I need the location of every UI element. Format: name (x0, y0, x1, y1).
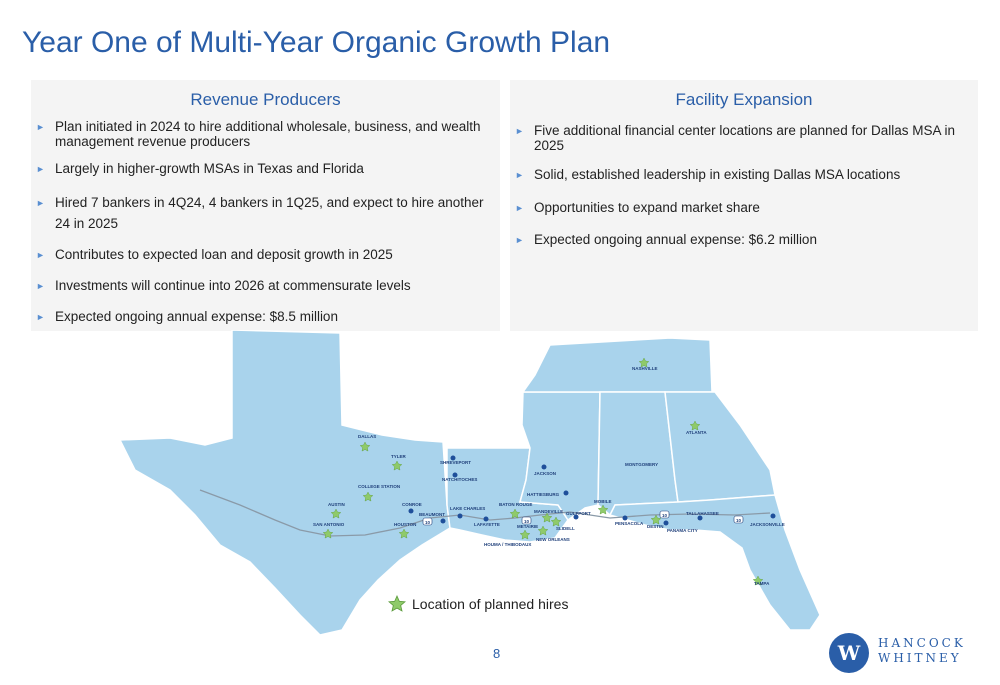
list-item (515, 167, 966, 182)
bullet-text: Five additional financial center locations are planned for Dallas MSA in 2025 (534, 123, 955, 153)
facility-expansion-heading: Facility Expansion (675, 90, 813, 109)
arrow-bullet-icon: ► (515, 235, 524, 245)
bullet-text: Expected ongoing annual expense: $8.5 million (55, 309, 338, 324)
map-dot (484, 517, 489, 522)
bullet-text: Investments will continue into 2026 at commensurate levels (55, 278, 411, 293)
tennessee-region (523, 338, 712, 392)
mississippi-region (520, 392, 600, 520)
svg-text:10: 10 (425, 520, 431, 525)
arrow-bullet-icon: ► (36, 312, 45, 322)
city-label: LAFAYETTE (474, 522, 500, 527)
bullet-text: Expected ongoing annual expense: $6.2 million (534, 232, 817, 247)
list-item (515, 123, 966, 153)
city-label: SLIDELL (556, 526, 575, 531)
hancock-whitney-logo (828, 632, 978, 672)
city-label: DALLAS (358, 434, 377, 439)
city-label: BATON ROUGE (499, 502, 533, 507)
bullet-text: Contributes to expected loan and deposit growth in 2025 (55, 247, 393, 262)
map-dot (623, 516, 628, 521)
logo-wordmark (878, 636, 966, 666)
svg-text:W: W (837, 641, 861, 665)
revenue-producers-heading: Revenue Producers (190, 90, 341, 109)
georgia-region (665, 392, 775, 502)
legend-label: Location of planned hires (412, 596, 569, 612)
city-label: AUSTIN (328, 502, 345, 507)
alabama-region (598, 392, 678, 515)
map-dot (664, 521, 669, 526)
page-number: 8 (493, 646, 501, 661)
logo-line-2: WHITNEY (878, 651, 962, 665)
arrow-bullet-icon: ► (515, 203, 524, 213)
texas-region (120, 330, 450, 635)
city-label: TYLER (391, 454, 406, 459)
map-dot (564, 491, 569, 496)
page-title: Year One of Multi-Year Organic Growth Plan (22, 26, 611, 59)
logo-mark-icon (828, 632, 870, 674)
city-label: TAMPA (754, 581, 770, 586)
arrow-bullet-icon: ► (36, 122, 45, 132)
list-item (36, 119, 488, 149)
map-dot (441, 519, 446, 524)
revenue-producers-panel (31, 80, 500, 331)
bullet-text: Largely in higher-growth MSAs in Texas and Florida (55, 161, 364, 176)
city-label: SAN ANTONIO (313, 522, 345, 527)
bullet-text: Solid, established leadership in existing Dallas MSA locations (534, 167, 901, 182)
logo-line-1: HANCOCK (878, 636, 966, 650)
city-label: DESTIN (647, 524, 664, 529)
city-label: MONTGOMERY (625, 462, 659, 467)
city-label: NEW ORLEANS (536, 537, 570, 542)
city-label: JACKSONVILLE (750, 522, 785, 527)
city-label: HOUMA / THIBODAUX (484, 542, 532, 547)
city-label: PANAMA CITY (667, 528, 698, 533)
map-dot (698, 516, 703, 521)
arrow-bullet-icon: ► (36, 164, 45, 174)
bullet-text: Opportunities to expand market share (534, 200, 760, 215)
city-label: BEAUMONT (419, 512, 445, 517)
city-label: HATTIESBURG (527, 492, 560, 497)
list-item (36, 278, 488, 293)
map-legend (388, 595, 568, 613)
star-icon (388, 595, 406, 613)
map-dot (771, 514, 776, 519)
city-label: MANDEVILLE (534, 509, 564, 514)
facility-expansion-panel (510, 80, 978, 331)
city-label: HOUSTON (394, 522, 417, 527)
arrow-bullet-icon: ► (36, 198, 45, 208)
city-label: MOBILE (594, 499, 612, 504)
map-dot (409, 509, 414, 514)
svg-text:10: 10 (524, 519, 530, 524)
city-label: COLLEGE STATION (358, 484, 401, 489)
arrow-bullet-icon: ► (36, 250, 45, 260)
city-label: SHREVEPORT (440, 460, 472, 465)
arrow-bullet-icon: ► (515, 126, 524, 136)
map-dot (458, 514, 463, 519)
arrow-bullet-icon: ► (36, 281, 45, 291)
city-label: GULFPORT (566, 511, 591, 516)
city-label: NATCHITOCHES (442, 477, 478, 482)
city-label: TALLAHASSEE (686, 511, 719, 516)
city-label: NASHVILLE (632, 366, 658, 371)
svg-text:10: 10 (736, 518, 742, 523)
svg-text:10: 10 (662, 513, 668, 518)
bullet-text: Hired 7 bankers in 4Q24, 4 bankers in 1Q25, and expect to hire another 24 in 2025 (55, 195, 484, 231)
city-label: CONROE (402, 502, 422, 507)
bullet-text: Plan initiated in 2024 to hire additional wholesale, business, and wealth management revenue producers (55, 119, 481, 149)
city-label: PENSACOLA (615, 521, 644, 526)
city-label: ATLANTA (686, 430, 707, 435)
arrow-bullet-icon: ► (515, 170, 524, 180)
city-label: JACKSON (534, 471, 557, 476)
list-item (36, 247, 488, 262)
list-item (36, 192, 488, 234)
map-dot (542, 465, 547, 470)
city-label: METAIRIE (517, 524, 539, 529)
list-item (515, 200, 966, 215)
list-item (36, 161, 488, 176)
list-item (515, 232, 966, 247)
city-label: LAKE CHARLES (450, 506, 486, 511)
list-item (36, 309, 488, 324)
